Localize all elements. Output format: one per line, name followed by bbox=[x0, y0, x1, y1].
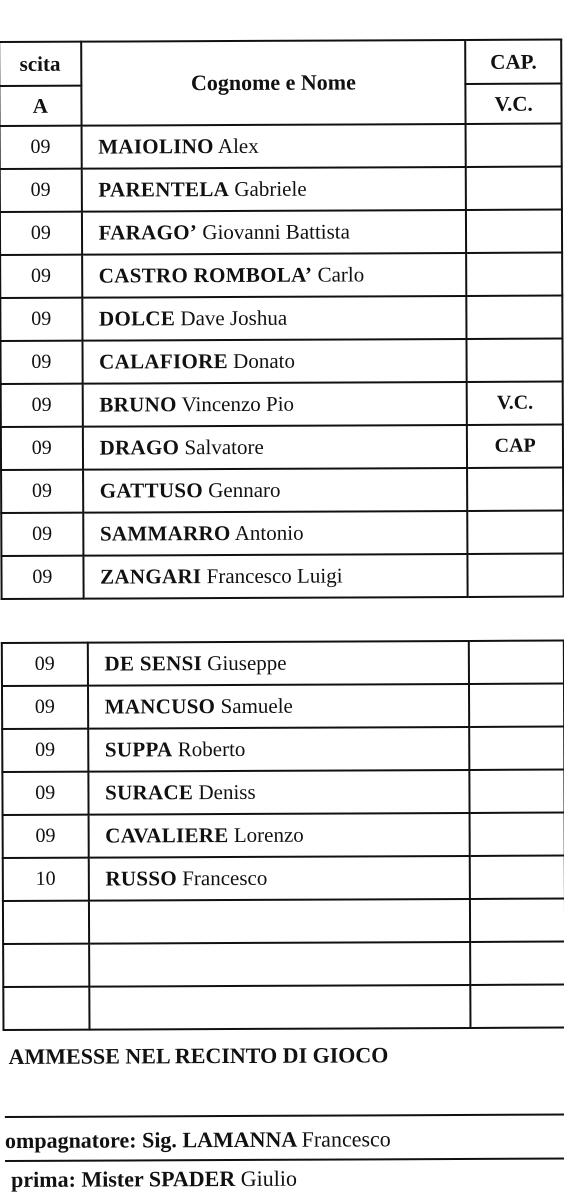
birth-year-cell: 09 bbox=[0, 341, 82, 384]
birth-year-cell: 09 bbox=[1, 556, 83, 599]
birth-year-cell: 09 bbox=[1, 470, 83, 513]
header-vc: V.C. bbox=[466, 84, 562, 124]
starters-table bbox=[0, 39, 564, 600]
player-surname: SUPPA bbox=[104, 737, 173, 762]
captain-cell: V.C. bbox=[467, 382, 563, 425]
captain-cell bbox=[469, 899, 564, 942]
player-row bbox=[0, 339, 562, 384]
player-name-cell bbox=[82, 296, 467, 341]
player-row bbox=[1, 382, 563, 427]
substitutes-table bbox=[1, 640, 564, 1031]
player-row bbox=[2, 641, 564, 686]
player-name-cell bbox=[82, 210, 467, 255]
player-row bbox=[1, 511, 563, 556]
birth-year-cell: 09 bbox=[1, 427, 83, 470]
player-surname: DOLCE bbox=[98, 306, 176, 331]
player-first-name: Lorenzo bbox=[233, 822, 304, 847]
player-surname: RUSSO bbox=[105, 866, 178, 891]
captain-cell bbox=[468, 554, 564, 597]
player-name-cell bbox=[88, 770, 469, 815]
player-name-cell bbox=[81, 124, 466, 169]
player-name-cell bbox=[89, 985, 470, 1030]
coach-label: prima: Mister bbox=[11, 1166, 144, 1192]
player-row bbox=[1, 468, 563, 513]
player-row bbox=[3, 856, 564, 901]
player-row bbox=[0, 124, 562, 169]
player-surname: MAIOLINO bbox=[98, 134, 214, 159]
player-first-name: Gabriele bbox=[234, 176, 307, 201]
coach-surname: SPADER bbox=[148, 1165, 236, 1192]
player-surname: ZANGARI bbox=[100, 564, 202, 589]
companion-surname: LAMANNA bbox=[182, 1126, 297, 1153]
player-first-name: Salvatore bbox=[184, 434, 264, 460]
player-first-name: Gennaro bbox=[208, 477, 281, 503]
section-title: AMMESSE NEL RECINTO DI GIOCO bbox=[8, 1042, 389, 1069]
player-name-cell bbox=[82, 253, 467, 298]
player-first-name: Samuele bbox=[220, 693, 293, 719]
captain-cell bbox=[468, 468, 564, 511]
player-name-cell bbox=[82, 382, 467, 427]
coach-line bbox=[11, 1166, 297, 1193]
player-name-cell bbox=[83, 468, 468, 513]
player-first-name: Deniss bbox=[198, 779, 256, 805]
player-first-name: Francesco bbox=[182, 865, 268, 891]
player-surname: PARENTELA bbox=[98, 177, 230, 202]
birth-year-cell: 09 bbox=[0, 255, 82, 298]
birth-year-cell: 09 bbox=[0, 169, 82, 212]
captain-cell bbox=[467, 339, 563, 382]
birth-year-cell: 09 bbox=[2, 686, 88, 729]
captain-cell bbox=[467, 296, 563, 339]
player-surname: BRUNO bbox=[99, 392, 177, 417]
player-row bbox=[3, 899, 564, 944]
birth-year-cell bbox=[3, 901, 89, 944]
player-first-name: Antonio bbox=[234, 520, 304, 545]
header-name: Cognome e Nome bbox=[81, 40, 466, 126]
captain-cell bbox=[468, 641, 564, 684]
divider-line bbox=[5, 1114, 564, 1118]
captain-cell bbox=[466, 167, 562, 210]
birth-year-cell bbox=[3, 987, 89, 1030]
player-name-cell bbox=[87, 641, 468, 686]
player-first-name: Vincenzo Pio bbox=[181, 391, 295, 417]
player-name-cell bbox=[89, 899, 470, 944]
birth-year-cell: 10 bbox=[3, 858, 89, 901]
player-surname: CALAFIORE bbox=[99, 349, 228, 374]
captain-cell bbox=[469, 856, 564, 899]
player-surname: SAMMARRO bbox=[99, 520, 231, 546]
player-row bbox=[0, 296, 562, 341]
player-first-name: Alex bbox=[217, 133, 259, 159]
captain-cell bbox=[466, 210, 562, 253]
birth-year-cell: 09 bbox=[0, 126, 81, 169]
player-name-cell bbox=[88, 727, 469, 772]
divider-line-2 bbox=[5, 1158, 564, 1162]
companion-first: Francesco bbox=[301, 1126, 391, 1152]
player-row bbox=[2, 684, 564, 729]
player-row bbox=[2, 770, 564, 815]
header-a: A bbox=[0, 86, 81, 126]
player-surname: GATTUSO bbox=[99, 478, 204, 503]
player-row bbox=[3, 985, 564, 1030]
player-name-cell bbox=[88, 856, 469, 901]
player-name-cell bbox=[82, 339, 467, 384]
captain-cell bbox=[466, 124, 562, 167]
player-first-name: Roberto bbox=[177, 736, 246, 762]
captain-cell bbox=[469, 684, 564, 727]
birth-year-cell: 09 bbox=[3, 815, 89, 858]
coach-first: Giulio bbox=[240, 1165, 297, 1191]
companion-label: ompagnatore: Sig. bbox=[4, 1127, 177, 1153]
player-surname: SURACE bbox=[105, 780, 194, 805]
player-row bbox=[0, 253, 562, 298]
captain-cell bbox=[467, 253, 563, 296]
player-row bbox=[3, 813, 564, 858]
player-name-cell bbox=[82, 425, 467, 470]
player-surname: DE SENSI bbox=[104, 651, 203, 676]
player-surname: MANCUSO bbox=[104, 694, 216, 719]
captain-cell bbox=[469, 770, 564, 813]
player-name-cell bbox=[81, 167, 466, 212]
companion-line bbox=[5, 1126, 391, 1154]
player-name-cell bbox=[88, 684, 469, 729]
player-first-name: Giovanni Battista bbox=[202, 219, 351, 245]
player-name-cell bbox=[83, 511, 468, 556]
player-row bbox=[1, 554, 563, 599]
player-name-cell bbox=[89, 942, 470, 987]
captain-cell bbox=[468, 511, 564, 554]
captain-cell bbox=[469, 813, 564, 856]
player-name-cell bbox=[83, 554, 468, 599]
player-first-name: Giuseppe bbox=[207, 650, 287, 676]
player-first-name: Francesco Luigi bbox=[206, 563, 343, 589]
birth-year-cell: 09 bbox=[0, 212, 82, 255]
birth-year-cell: 09 bbox=[0, 298, 82, 341]
player-surname: CASTRO ROMBOLA’ bbox=[98, 262, 313, 288]
birth-year-cell: 09 bbox=[2, 643, 88, 686]
birth-year-cell: 09 bbox=[1, 513, 83, 556]
player-first-name: Dave Joshua bbox=[180, 305, 288, 331]
header-cap: CAP. bbox=[466, 40, 562, 84]
player-row bbox=[0, 167, 562, 212]
header-uscita: scita bbox=[0, 42, 81, 86]
player-first-name: Donato bbox=[233, 348, 296, 373]
birth-year-cell: 09 bbox=[2, 729, 88, 772]
player-name-cell bbox=[88, 813, 469, 858]
player-row bbox=[1, 425, 563, 470]
player-row bbox=[0, 210, 562, 255]
player-row bbox=[2, 727, 564, 772]
captain-cell bbox=[470, 942, 564, 985]
player-surname: DRAGO bbox=[99, 435, 180, 460]
captain-cell: CAP bbox=[467, 425, 563, 468]
player-surname: CAVALIERE bbox=[105, 823, 229, 848]
captain-cell bbox=[469, 727, 564, 770]
player-first-name: Carlo bbox=[317, 262, 365, 287]
player-surname: FARAGO’ bbox=[98, 220, 198, 245]
birth-year-cell: 09 bbox=[1, 384, 83, 427]
player-row bbox=[3, 942, 564, 987]
header-row bbox=[0, 40, 561, 86]
birth-year-cell bbox=[3, 944, 89, 987]
birth-year-cell: 09 bbox=[2, 772, 88, 815]
captain-cell bbox=[470, 985, 564, 1028]
